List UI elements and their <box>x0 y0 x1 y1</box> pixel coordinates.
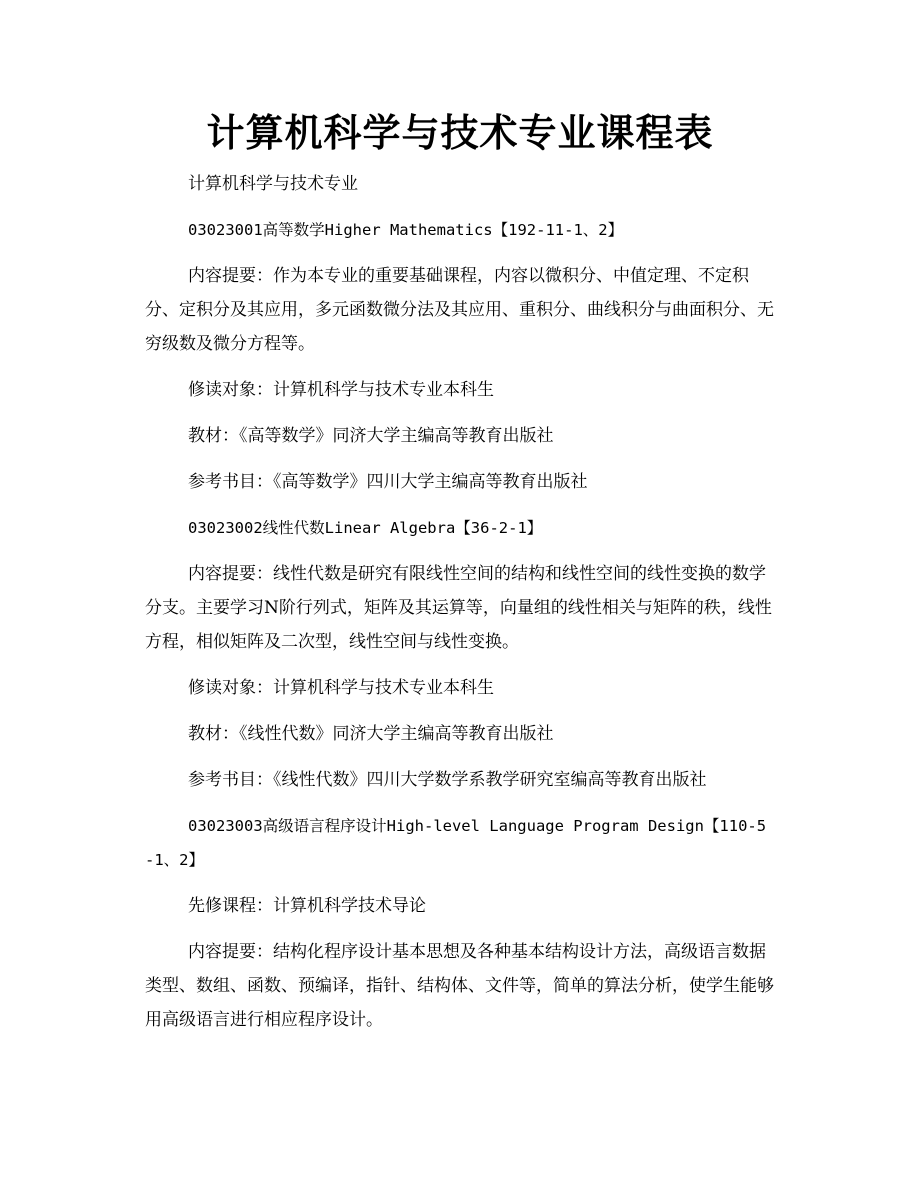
course-reference: 参考书目：《高等数学》四川大学主编高等教育出版社 <box>188 472 588 492</box>
course-textbook: 教材：《高等数学》同济大学主编高等教育出版社 <box>188 426 554 446</box>
major-heading: 计算机科学与技术专业 <box>188 174 358 194</box>
course-heading-linear-algebra: 03023002线性代数Linear Algebra【36-2-1】 <box>188 519 543 537</box>
course-textbook: 教材：《线性代数》同济大学主编高等教育出版社 <box>188 724 554 744</box>
course-prerequisite: 先修课程：计算机科学技术导论 <box>188 896 426 916</box>
document-title: 计算机科学与技术专业课程表 <box>206 110 714 155</box>
course-heading-programming-design: 03023003高级语言程序设计High-level Language Program Design【110-5-1、2】 <box>145 817 767 869</box>
course-summary: 内容提要：结构化程序设计基本思想及各种基本结构设计方法，高级语言数据类型、数组、函数、预编译，指针、结构体、文件等，简单的算法分析，使学生能够用高级语言进行相应程序设计。 <box>145 942 774 1030</box>
document-body <box>145 167 775 1049</box>
course-summary: 内容提要：线性代数是研究有限线性空间的结构和线性空间的线性变换的数学分支。主要学习N阶行列式，矩阵及其运算等，向量组的线性相关与矩阵的秩，线性方程，相似矩阵及二次型，线性空间与线性变换。 <box>145 564 772 652</box>
course-heading-higher-mathematics: 03023001高等数学Higher Mathematics【192-11-1、2】 <box>188 221 624 239</box>
course-summary: 内容提要：作为本专业的重要基础课程，内容以微积分、中值定理、不定积分、定积分及其应用，多元函数微分法及其应用、重积分、曲线积分与曲面积分、无穷级数及微分方程等。 <box>145 266 774 354</box>
course-reference: 参考书目：《线性代数》四川大学数学系教学研究室编高等教育出版社 <box>188 770 707 790</box>
course-audience: 修读对象：计算机科学与技术专业本科生 <box>188 380 494 400</box>
course-audience: 修读对象：计算机科学与技术专业本科生 <box>188 678 494 698</box>
